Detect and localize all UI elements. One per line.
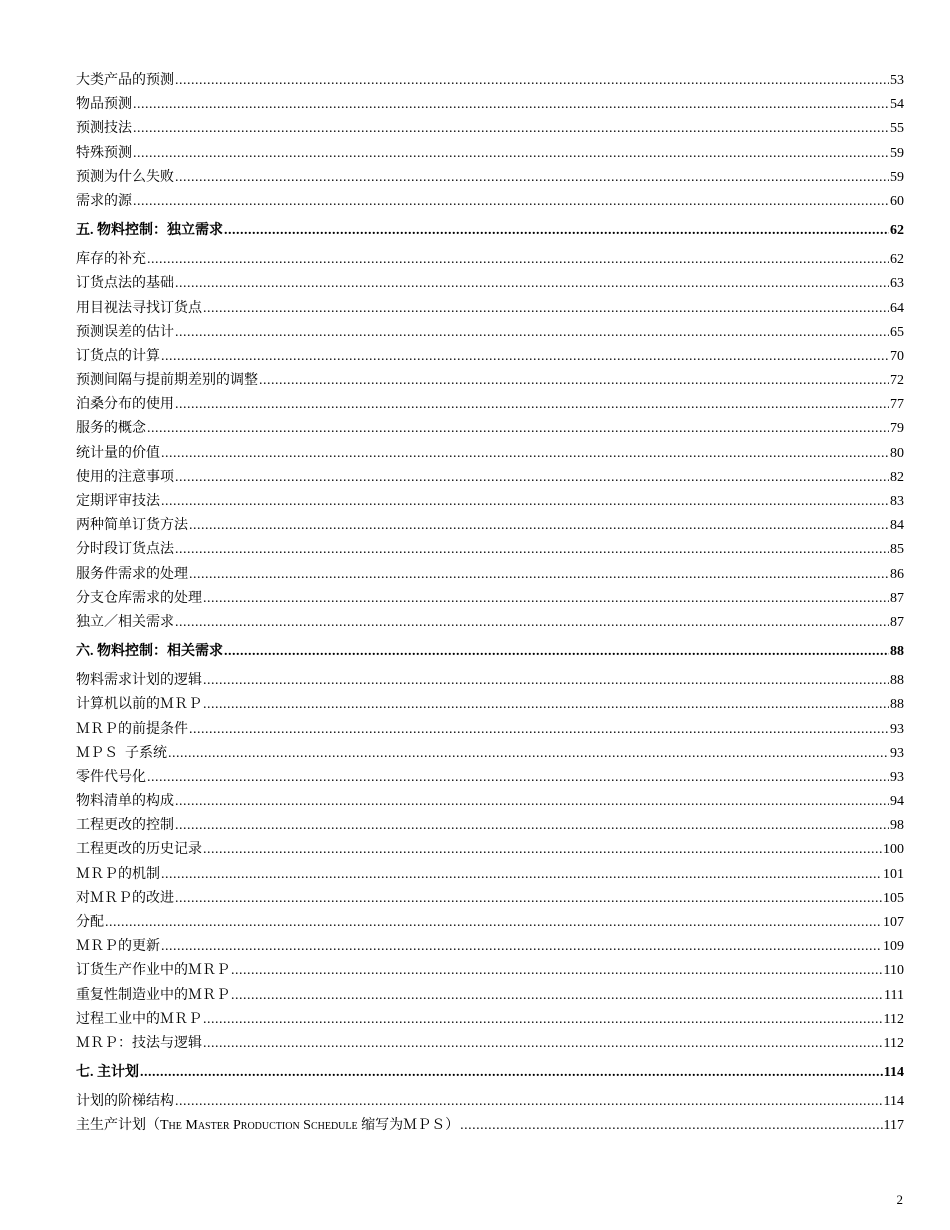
toc-entry[interactable] <box>76 393 904 417</box>
toc-entry-title: 预测间隔与提前期差别的调整 <box>76 373 258 389</box>
toc-entry-title: 物品预测 <box>76 97 132 113</box>
toc-entry[interactable] <box>76 863 904 887</box>
toc-entry-title: 泊桑分布的使用 <box>76 397 174 413</box>
toc-entry-page: 55 <box>890 121 904 137</box>
toc-entry-page: 114 <box>883 1094 904 1110</box>
toc-entry[interactable] <box>76 345 904 369</box>
toc-section-heading[interactable] <box>76 635 904 669</box>
toc-entry-title: 重复性制造业中的ＭＲＰ <box>76 987 230 1003</box>
dot-leader <box>147 417 889 441</box>
toc-entry-title: 订货点法的基础 <box>76 276 174 292</box>
dot-leader <box>175 466 889 490</box>
toc-section-page: 62 <box>890 223 904 239</box>
dot-leader <box>203 1032 883 1056</box>
toc-entry-title: ＭＲＰ的机制 <box>76 866 160 882</box>
toc-entry-page: 59 <box>890 169 904 185</box>
dot-leader <box>105 911 882 935</box>
toc-entry-page: 86 <box>890 566 904 582</box>
toc-entry[interactable] <box>76 1114 904 1138</box>
dot-leader <box>161 863 882 887</box>
dot-leader <box>203 297 889 321</box>
dot-leader <box>189 514 889 538</box>
toc-entry-title: 统计量的价值 <box>76 445 160 461</box>
page-number: 2 <box>896 1192 903 1207</box>
toc-entry-title <box>76 1114 459 1138</box>
dot-leader <box>231 984 883 1008</box>
toc-section-page: 114 <box>883 1065 904 1081</box>
toc-entry-page: 60 <box>890 193 904 209</box>
toc-entry[interactable] <box>76 117 904 141</box>
toc-entry[interactable] <box>76 790 904 814</box>
toc-entry[interactable] <box>76 693 904 717</box>
toc-entry[interactable] <box>76 766 904 790</box>
dot-leader <box>460 1114 882 1138</box>
toc-entry-page: 98 <box>890 818 904 834</box>
toc-entry[interactable] <box>76 369 904 393</box>
toc-entry-page: 111 <box>884 987 904 1003</box>
toc-entry-page: 84 <box>890 518 904 534</box>
dot-leader <box>161 442 889 466</box>
toc-entry-title: 分配 <box>76 915 104 930</box>
toc-entry-title: 订货生产作业中的ＭＲＰ <box>76 963 230 979</box>
dot-leader <box>175 814 889 838</box>
toc-entry[interactable] <box>76 69 904 93</box>
dot-leader <box>189 718 889 742</box>
dot-leader <box>161 345 889 369</box>
toc-entry-title: 独立／相关需求 <box>76 614 174 630</box>
toc-entry-title: 预测为什么失败 <box>76 169 174 185</box>
toc-entry-title: 库存的补充 <box>76 252 146 268</box>
toc-entry[interactable] <box>76 838 904 862</box>
toc-entry[interactable] <box>76 248 904 272</box>
dot-leader <box>175 538 889 562</box>
toc-entry-page: 112 <box>883 1035 904 1051</box>
toc-entry[interactable] <box>76 190 904 214</box>
toc-entry[interactable] <box>76 417 904 441</box>
toc-entry-title: 预测技法 <box>76 121 132 137</box>
toc-entry[interactable] <box>76 442 904 466</box>
toc-entry-title: 特殊预测 <box>76 145 132 161</box>
toc-entry-title: ＭＲＰ：技法与逻辑 <box>76 1035 202 1051</box>
dot-leader <box>140 1056 883 1090</box>
toc-entry-page: 77 <box>890 397 904 413</box>
toc-entry-page: 87 <box>890 614 904 630</box>
toc-entry-page: 94 <box>890 794 904 810</box>
toc-entry[interactable] <box>76 1008 904 1032</box>
toc-section-page: 88 <box>890 644 904 660</box>
toc-entry-page: 110 <box>883 963 904 979</box>
toc-entry-page: 62 <box>890 252 904 268</box>
toc-entry-page: 80 <box>890 445 904 461</box>
table-of-contents <box>76 69 904 1139</box>
dot-leader <box>203 669 889 693</box>
toc-entry-page: 93 <box>890 721 904 737</box>
toc-entry-title: 用目视法寻找订货点 <box>76 300 202 316</box>
dot-leader <box>203 587 889 611</box>
dot-leader <box>168 742 889 766</box>
dot-leader <box>224 214 889 248</box>
toc-entry[interactable] <box>76 587 904 611</box>
toc-entry-page: 72 <box>890 373 904 389</box>
toc-section-title: 五. 物料控制：独立需求 <box>76 223 223 239</box>
toc-entry-page: 101 <box>883 866 904 882</box>
toc-entry-title-english: The Master Production Schedule <box>160 1118 358 1134</box>
dot-leader <box>161 490 889 514</box>
toc-entry[interactable] <box>76 935 904 959</box>
toc-entry-title-prefix: 主生产计划（ <box>76 1118 160 1134</box>
toc-entry-title: 分支仓库需求的处理 <box>76 590 202 606</box>
toc-entry-title: 两种简单订货方法 <box>76 518 188 534</box>
toc-entry-title: 工程更改的控制 <box>76 818 174 834</box>
toc-entry[interactable] <box>76 911 904 935</box>
toc-entry-page: 63 <box>890 276 904 292</box>
toc-entry[interactable] <box>76 166 904 190</box>
dot-leader <box>133 142 889 166</box>
toc-entry[interactable] <box>76 814 904 838</box>
dot-leader <box>175 321 889 345</box>
toc-entry-page: 109 <box>883 939 904 955</box>
toc-entry[interactable] <box>76 93 904 117</box>
toc-entry-title: 定期评审技法 <box>76 494 160 509</box>
toc-entry-page: 87 <box>890 590 904 606</box>
toc-entry-page: 70 <box>890 348 904 364</box>
toc-entry[interactable] <box>76 142 904 166</box>
toc-entry-page: 64 <box>890 300 904 316</box>
toc-entry[interactable] <box>76 887 904 911</box>
dot-leader <box>175 790 889 814</box>
dot-leader <box>175 166 889 190</box>
dot-leader <box>224 635 889 669</box>
toc-entry-page: 107 <box>883 915 904 930</box>
dot-leader <box>133 117 889 141</box>
toc-entry[interactable] <box>76 742 904 766</box>
toc-entry-title: 计算机以前的ＭＲＰ <box>76 697 202 713</box>
toc-entry-title: 过程工业中的ＭＲＰ <box>76 1011 202 1027</box>
dot-leader <box>161 935 882 959</box>
toc-entry[interactable] <box>76 272 904 296</box>
toc-entry[interactable] <box>76 466 904 490</box>
toc-section-title: 六. 物料控制：相关需求 <box>76 644 223 660</box>
toc-entry[interactable] <box>76 514 904 538</box>
dot-leader <box>175 393 889 417</box>
toc-entry[interactable] <box>76 1032 904 1056</box>
toc-entry[interactable] <box>76 718 904 742</box>
toc-entry[interactable] <box>76 321 904 345</box>
dot-leader <box>175 1090 883 1114</box>
dot-leader <box>203 693 889 717</box>
toc-entry-title: 预测误差的估计 <box>76 324 174 340</box>
dot-leader <box>133 190 889 214</box>
toc-entry-page: 82 <box>890 469 904 485</box>
toc-entry-title: 订货点的计算 <box>76 348 160 364</box>
toc-entry-page: 117 <box>883 1118 904 1134</box>
toc-section-heading[interactable] <box>76 1056 904 1090</box>
toc-entry-title: 需求的源 <box>76 193 132 209</box>
toc-section-title: 七. 主计划 <box>76 1065 139 1081</box>
toc-entry-title: 大类产品的预测 <box>76 73 174 88</box>
dot-leader <box>203 1008 883 1032</box>
toc-entry-page: 85 <box>890 542 904 558</box>
toc-entry[interactable] <box>76 297 904 321</box>
toc-entry-title: 物料需求计划的逻辑 <box>76 673 202 689</box>
dot-leader <box>147 766 889 790</box>
toc-entry[interactable] <box>76 959 904 983</box>
toc-entry-page: 88 <box>890 697 904 713</box>
toc-entry-title: 服务件需求的处理 <box>76 566 188 582</box>
dot-leader <box>203 838 882 862</box>
toc-entry[interactable] <box>76 538 904 562</box>
toc-entry[interactable] <box>76 611 904 635</box>
toc-section-heading[interactable] <box>76 214 904 248</box>
toc-entry-title: 对ＭＲＰ的改进 <box>76 890 174 906</box>
dot-leader <box>175 69 889 93</box>
toc-entry-title: 分时段订货点法 <box>76 542 174 558</box>
toc-entry-title: ＭＰＳ 子系统 <box>76 745 167 761</box>
toc-entry[interactable] <box>76 984 904 1008</box>
toc-entry-title: ＭＲＰ的更新 <box>76 939 160 955</box>
toc-entry-title: 零件代号化 <box>76 769 146 785</box>
toc-entry[interactable] <box>76 563 904 587</box>
toc-entry-title-suffix: 缩写为ＭＰＳ） <box>357 1118 460 1134</box>
toc-entry-page: 93 <box>890 745 904 761</box>
toc-entry-page: 59 <box>890 145 904 161</box>
toc-entry[interactable] <box>76 490 904 514</box>
toc-entry-title: 物料清单的构成 <box>76 794 174 810</box>
toc-entry-page: 65 <box>890 324 904 340</box>
dot-leader <box>175 611 889 635</box>
toc-entry-title: ＭＲＰ的前提条件 <box>76 721 188 737</box>
dot-leader <box>133 93 889 117</box>
toc-entry-page: 79 <box>890 421 904 437</box>
dot-leader <box>147 248 889 272</box>
toc-entry-page: 93 <box>890 769 904 785</box>
toc-entry-page: 100 <box>883 842 904 858</box>
toc-entry[interactable] <box>76 669 904 693</box>
toc-entry-title: 使用的注意事项 <box>76 469 174 485</box>
dot-leader <box>175 887 882 911</box>
dot-leader <box>231 959 883 983</box>
toc-entry-title: 计划的阶梯结构 <box>76 1094 174 1110</box>
toc-entry-page: 105 <box>883 890 904 906</box>
toc-entry-page: 83 <box>890 494 904 509</box>
toc-entry-page: 53 <box>890 73 904 88</box>
dot-leader <box>189 563 889 587</box>
dot-leader <box>259 369 889 393</box>
toc-entry-page: 112 <box>883 1011 904 1027</box>
toc-entry-page: 88 <box>890 673 904 689</box>
toc-entry[interactable] <box>76 1090 904 1114</box>
toc-entry-title: 工程更改的历史记录 <box>76 842 202 858</box>
dot-leader <box>175 272 889 296</box>
toc-entry-page: 54 <box>890 97 904 113</box>
toc-entry-title: 服务的概念 <box>76 421 146 437</box>
